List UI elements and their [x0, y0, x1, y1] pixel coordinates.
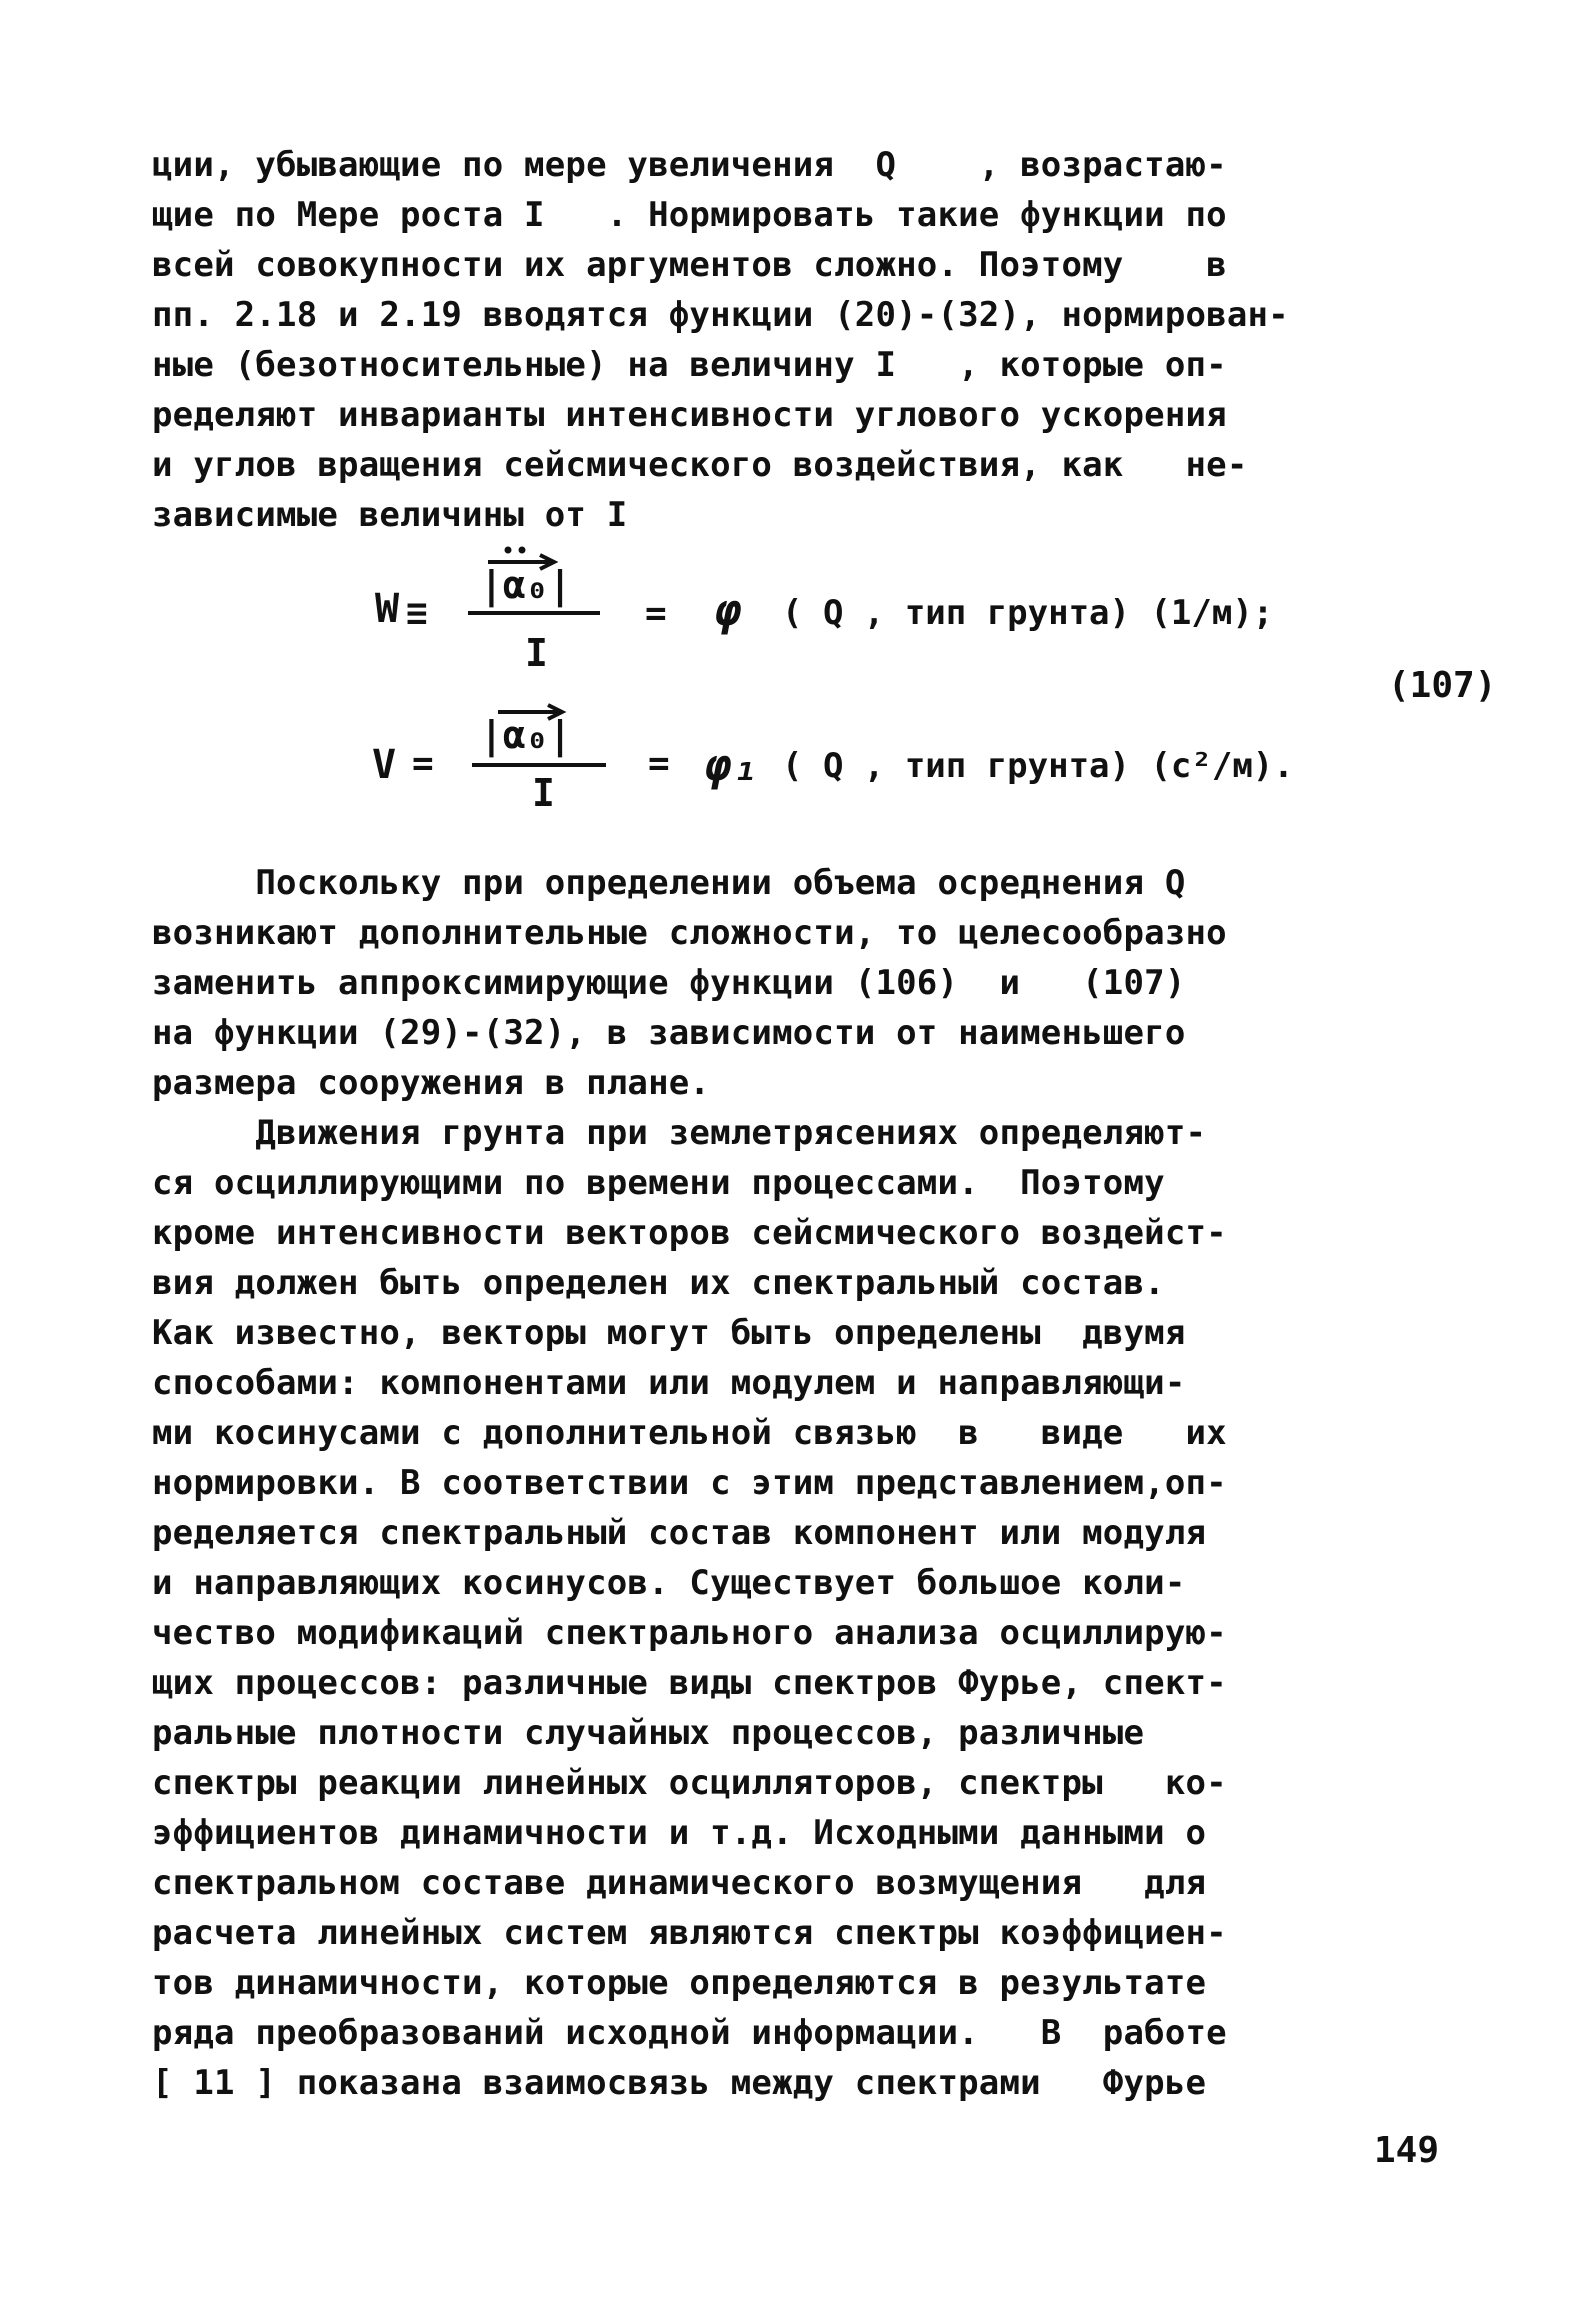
v-symbol: V: [372, 742, 397, 788]
text-line: чество модификаций спектрального анализа осциллирую-: [152, 1613, 1227, 1653]
w-symbol: W: [375, 586, 400, 632]
text-line: зависимые величины от I: [152, 495, 628, 535]
v-function: φ₁: [705, 740, 758, 791]
text-line: всей совокупности их аргументов сложно. Поэтому в: [152, 245, 1227, 285]
v-equiv-sign: =: [412, 743, 434, 784]
v-equals: =: [648, 743, 670, 784]
text-line: и направляющих косинусов. Существует большое коли-: [152, 1563, 1186, 1603]
text-line: размера сооружения в плане.: [152, 1063, 711, 1103]
text-line: кроме интенсивности векторов сейсмического воздейст-: [152, 1213, 1227, 1253]
v-arrow-head: [548, 705, 562, 719]
text-line: и углов вращения сейсмического воздействия, как не-: [152, 445, 1248, 485]
text-line: тов динамичности, которые определяются в результате: [152, 1963, 1207, 2003]
text-line: щих процессов: различные виды спектров Фурье, спект-: [152, 1663, 1227, 1703]
w-denominator: I: [525, 631, 548, 675]
text-line: ные (безотносительные) на величину I , которые оп-: [152, 345, 1227, 385]
v-arguments: ( Q , тип грунта) (с²/м).: [782, 746, 1294, 786]
w-dot-2: [519, 547, 526, 554]
text-line: Движения грунта при землетрясениях определяют-: [152, 1113, 1207, 1153]
equation-number: (107): [1388, 665, 1497, 706]
text-line: Как известно, векторы могут быть определены двумя: [152, 1313, 1186, 1353]
text-line: способами: компонентами или модулем и направляющи-: [152, 1363, 1186, 1403]
text-line: спектры реакции линейных осцилляторов, спектры ко-: [152, 1763, 1227, 1803]
w-equiv-sign: ≡: [406, 593, 428, 634]
text-line: возникают дополнительные сложности, то целесообразно: [152, 913, 1227, 953]
text-line: [ 11 ] показана взаимосвязь между спектрами Фурье: [152, 2063, 1207, 2103]
text-line: ределяется спектральный состав компонент или модуля: [152, 1513, 1207, 1553]
text-line: ряда преобразований исходной информации. В работе: [152, 2013, 1227, 2053]
text-line: на функции (29)-(32), в зависимости от наименьшего: [152, 1013, 1186, 1053]
v-denominator: I: [532, 771, 555, 815]
w-equals: =: [645, 593, 667, 634]
text-line: ределяют инварианты интенсивности углового ускорения: [152, 395, 1227, 435]
w-arguments: ( Q , тип грунта) (1/м);: [782, 593, 1274, 633]
w-dot-1: [505, 547, 512, 554]
text-line: ции, убывающие по мере увеличения Q , возрастаю-: [152, 145, 1227, 185]
w-arrow-head: [540, 555, 554, 569]
text-line: расчета линейных систем являются спектры коэффициен-: [152, 1913, 1227, 1953]
text-line: щие по Мере роста I . Нормировать такие функции по: [152, 195, 1227, 235]
text-line: нормировки. В соответствии с этим представлением,оп-: [152, 1463, 1227, 1503]
text-line: заменить аппроксимирующие функции (106) и (107): [152, 963, 1186, 1003]
text-line: Поскольку при определении объема осреднения Q: [152, 863, 1186, 903]
w-function: φ: [715, 585, 742, 636]
w-numerator: |α₀|: [480, 563, 572, 607]
text-line: спектральном составе динамического возмущения для: [152, 1863, 1207, 1903]
text-line: пп. 2.18 и 2.19 вводятся функции (20)-(32), нормирован-: [152, 295, 1289, 335]
page-number: 149: [1374, 2130, 1440, 2171]
text-line: ся осциллирующими по времени процессами. Поэтому: [152, 1163, 1165, 1203]
text-line: вия должен быть определен их спектральный состав.: [152, 1263, 1165, 1303]
text-line: эффициентов динамичности и т.д. Исходными данными о: [152, 1813, 1207, 1853]
v-numerator: |α₀|: [480, 713, 572, 757]
text-line: ральные плотности случайных процессов, различные: [152, 1713, 1145, 1753]
text-line: ми косинусами с дополнительной связью в виде их: [152, 1413, 1227, 1453]
